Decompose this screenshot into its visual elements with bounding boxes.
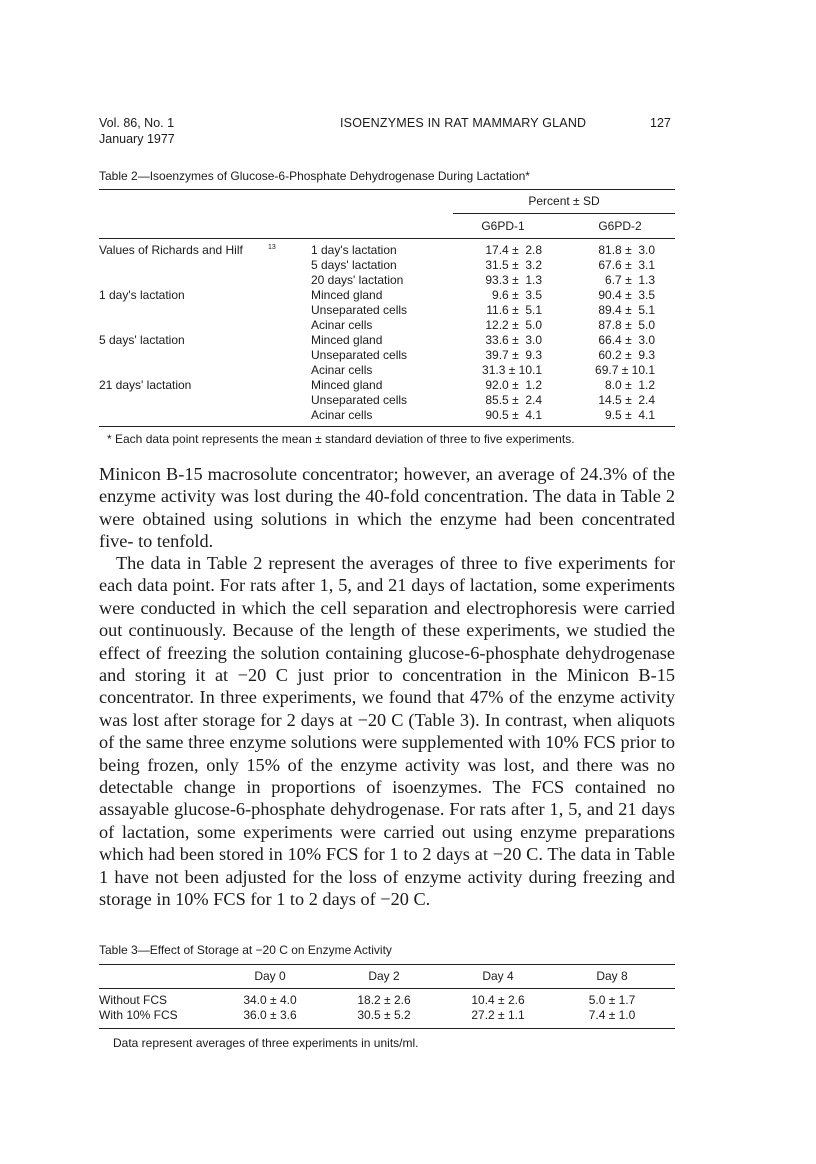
table2-g6pd1-value: 11.6 ± 5.1 bbox=[486, 303, 542, 317]
table3-col-header: Day 4 bbox=[482, 969, 514, 983]
table2-row bbox=[0, 333, 816, 348]
table2-g6pd1-value: 12.2 ± 5.0 bbox=[485, 318, 542, 332]
table2-sublabel: Acinar cells bbox=[311, 363, 373, 377]
table3-col-header: Day 0 bbox=[254, 969, 286, 983]
table2-spanner-rule bbox=[453, 213, 675, 214]
journal-date: January 1977 bbox=[99, 132, 175, 146]
journal-volume-block bbox=[99, 115, 175, 147]
table2-spanner: Percent ± SD bbox=[528, 194, 600, 208]
table2-g6pd2-value: 69.7 ± 10.1 bbox=[595, 363, 655, 377]
table2-row bbox=[0, 243, 816, 258]
table2-g6pd1-value: 90.5 ± 4.1 bbox=[485, 408, 542, 422]
table3-col-header: Day 8 bbox=[596, 969, 628, 983]
table3-row-label: With 10% FCS bbox=[99, 1008, 178, 1022]
table2-g6pd2-value: 8.0 ± 1.2 bbox=[605, 378, 655, 392]
table2-g6pd1-value: 93.3 ± 1.3 bbox=[485, 273, 542, 287]
table2-g6pd2-value: 90.4 ± 3.5 bbox=[598, 288, 655, 302]
table2-sublabel: Acinar cells bbox=[311, 408, 373, 422]
table2-caption: Table 2—Isoenzymes of Glucose-6-Phosphate Dehydrogenase During Lactation* bbox=[99, 169, 530, 183]
table2-sublabel: 5 days' lactation bbox=[311, 258, 397, 272]
table2-g6pd2-value: 87.8 ± 5.0 bbox=[598, 318, 655, 332]
table3-top-rule bbox=[99, 964, 675, 965]
table2-g6pd2-value: 66.4 ± 3.0 bbox=[598, 333, 655, 347]
table2-g6pd2-value: 60.2 ± 9.3 bbox=[598, 348, 655, 362]
table2-sublabel: Minced gland bbox=[311, 288, 383, 302]
table2-row bbox=[0, 273, 816, 288]
table3-bottom-rule bbox=[99, 1028, 675, 1029]
table2-row bbox=[0, 363, 816, 378]
table2-col-g6pd2: G6PD-2 bbox=[598, 219, 642, 233]
table2-row bbox=[0, 408, 816, 423]
table2-sublabel: Acinar cells bbox=[311, 318, 373, 332]
table3-cell: 30.5 ± 5.2 bbox=[357, 1008, 411, 1022]
table2-g6pd2-value: 89.4 ± 5.1 bbox=[598, 303, 655, 317]
table3-caption: Table 3—Effect of Storage at −20 C on Enzyme Activity bbox=[99, 943, 392, 957]
table2-g6pd2-value: 6.7 ± 1.3 bbox=[605, 273, 655, 287]
table2-row bbox=[0, 318, 816, 333]
body-paragraph-1: Minicon B-15 macrosolute concentrator; however, an average of 24.3% of the enzyme activity was lost during the 40-fold concentration. The data in Table 2 were obtained using solutions in which the enzyme had been concentrated five- to tenfold. bbox=[99, 464, 675, 552]
table2-group-label: 1 day's lactation bbox=[99, 288, 185, 302]
table3-row bbox=[0, 1008, 816, 1023]
table3-cell: 18.2 ± 2.6 bbox=[357, 993, 411, 1007]
table2-row bbox=[0, 348, 816, 363]
table3-cell: 10.4 ± 2.6 bbox=[471, 993, 525, 1007]
table2-g6pd2-value: 67.6 ± 3.1 bbox=[598, 258, 655, 272]
body-paragraph-2: The data in Table 2 represent the averages of three to five experiments for each data point. For rats after 1, 5, and 21 days of lactation, some experiments were conducted in which the cell separation and electrophoresis were carried out continuously. Because of the length of these experiments, we studied the effect of freezing the solution containing glucose-6-phosphate dehydrogenase and storing it at −20 C just prior to concentration in the Minicon B-15 concentrator. In three experiments, we found that 47% of the enzyme activity was lost after storage for 2 days at −20 C (Table 3). In contrast, when aliquots of the same three enzyme solutions were supplemented with 10% FCS prior to being frozen, only 15% of the enzyme activity was lost, and there was no detectable change in proportions of isoenzymes. The FCS contained no assayable glucose-6-phosphate dehydrogenase. For rats after 1, 5, and 21 days of lactation, some experiments were carried out using enzyme preparations which had been stored in 10% FCS for 1 to 2 days at −20 C. The data in Table 1 have not been adjusted for the loss of enzyme activity during freezing and storage in 10% FCS for 1 to 2 days of −20 C. bbox=[99, 553, 675, 910]
table2-sublabel: 1 day's lactation bbox=[311, 243, 397, 257]
table2-row bbox=[0, 378, 816, 393]
table2-sublabel: Unseparated cells bbox=[311, 393, 408, 407]
table3-body bbox=[0, 993, 816, 1027]
table2-g6pd1-value: 17.4 ± 2.8 bbox=[485, 243, 542, 257]
table2-top-rule bbox=[99, 189, 675, 190]
table3-row-label: Without FCS bbox=[99, 993, 168, 1007]
table3-cell: 5.0 ± 1.7 bbox=[588, 993, 636, 1007]
page-number: 127 bbox=[650, 116, 671, 130]
table2-body bbox=[0, 243, 816, 423]
table2-footnote: * Each data point represents the mean ± standard deviation of three to five experiments. bbox=[107, 432, 575, 446]
table2-g6pd1-value: 9.6 ± 3.5 bbox=[492, 288, 542, 302]
table3-header-row bbox=[0, 969, 816, 985]
table2-bottom-rule bbox=[99, 426, 675, 427]
running-title: ISOENZYMES IN RAT MAMMARY GLAND bbox=[340, 116, 587, 130]
table3-cell: 36.0 ± 3.6 bbox=[243, 1008, 297, 1022]
table2-group-label: 5 days' lactation bbox=[99, 333, 185, 347]
table2-g6pd1-value: 39.7 ± 9.3 bbox=[485, 348, 542, 362]
journal-volume: Vol. 86, No. 1 bbox=[99, 116, 175, 130]
table2-row bbox=[0, 303, 816, 318]
table3-head-rule bbox=[99, 988, 675, 989]
table3-cell: 34.0 ± 4.0 bbox=[243, 993, 297, 1007]
table3-note: Data represent averages of three experiments in units/ml. bbox=[113, 1036, 419, 1050]
table2-g6pd1-value: 31.3 ± 10.1 bbox=[482, 363, 542, 377]
table3-cell: 7.4 ± 1.0 bbox=[588, 1008, 636, 1022]
table2-g6pd1-value: 92.0 ± 1.2 bbox=[485, 378, 542, 392]
table2-g6pd1-value: 33.6 ± 3.0 bbox=[485, 333, 542, 347]
table2-col-g6pd1: G6PD-1 bbox=[481, 219, 525, 233]
table2-g6pd2-value: 81.8 ± 3.0 bbox=[598, 243, 655, 257]
table2-g6pd2-value: 14.5 ± 2.4 bbox=[598, 393, 655, 407]
table2-sublabel: Minced gland bbox=[311, 378, 383, 392]
table2-group-label: 21 days' lactation bbox=[99, 378, 192, 392]
table3-col-header: Day 2 bbox=[368, 969, 400, 983]
table2-g6pd1-value: 31.5 ± 3.2 bbox=[485, 258, 542, 272]
table2-g6pd2-value: 9.5 ± 4.1 bbox=[605, 408, 655, 422]
table3-cell: 27.2 ± 1.1 bbox=[471, 1008, 525, 1022]
table2-sublabel: Minced gland bbox=[311, 333, 383, 347]
table2-row bbox=[0, 258, 816, 273]
table2-row bbox=[0, 393, 816, 408]
table2-sublabel: Unseparated cells bbox=[311, 303, 408, 317]
table2-head-rule bbox=[99, 238, 675, 239]
table2-sublabel: Unseparated cells bbox=[311, 348, 408, 362]
table2-group-ref: 13 bbox=[268, 244, 276, 251]
table2-row bbox=[0, 288, 816, 303]
table2-sublabel: 20 days' lactation bbox=[311, 273, 404, 287]
table2-group-label: Values of Richards and Hilf bbox=[99, 243, 243, 257]
table3-row bbox=[0, 993, 816, 1008]
table2-g6pd1-value: 85.5 ± 2.4 bbox=[485, 393, 542, 407]
